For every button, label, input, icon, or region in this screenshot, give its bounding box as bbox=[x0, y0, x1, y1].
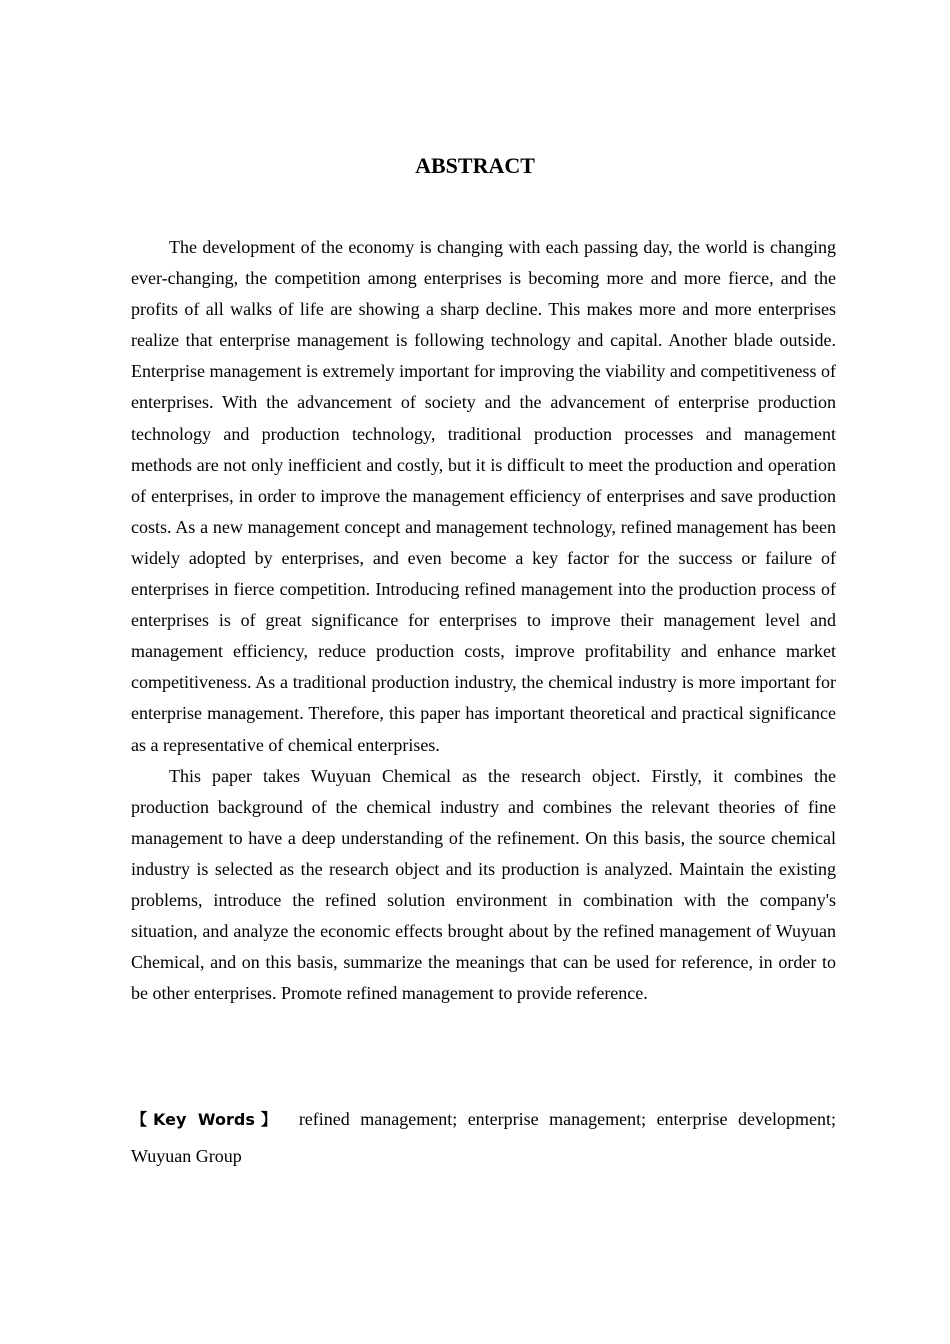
abstract-body bbox=[131, 232, 836, 1009]
abstract-paragraph-1: The development of the economy is changing with each passing day, the world is changing ever-changing, the competition among enterprises is becoming more and more fierce, and the profits of all walks of life are showing a sharp decline. This makes more and more enterprises realize that enterprise management is following technology and capital. Another blade outside. Enterprise management is extremely important for improving the viability and competitiveness of enterprises. With the advancement of society and the advancement of enterprise production technology and production technology, traditional production processes and management methods are not only inefficient and costly, but it is difficult to meet the production and operation of enterprises, in order to improve the management efficiency of enterprises and save production costs. As a new management concept and management technology, refined management has been widely adopted by enterprises, and even become a key factor for the success or failure of enterprises in fierce competition. Introducing refined management into the production process of enterprises is of great significance for enterprises to improve their management level and management efficiency, reduce production costs, improve profitability and enhance market competitiveness. As a traditional production industry, the chemical industry is more important for enterprise management. Therefore, this paper has important theoretical and practical significance as a representative of chemical enterprises. bbox=[131, 237, 836, 755]
abstract-title: ABSTRACT bbox=[415, 153, 535, 178]
keywords-line bbox=[131, 1101, 836, 1175]
keywords-label: 【Key Words】 bbox=[131, 1110, 283, 1129]
keywords-text: refined management; enterprise management; enterprise development; Wuyuan Group bbox=[131, 1109, 836, 1166]
abstract-paragraph-2: This paper takes Wuyuan Chemical as the research object. Firstly, it combines the production background of the chemical industry and combines the relevant theories of fine management to have a deep understanding of the refinement. On this basis, the source chemical industry is selected as the research object and its production is analyzed. Maintain the existing problems, introduce the refined solution environment in combination with the company's situation, and analyze the economic effects brought about by the refined management of Wuyuan Chemical, and on this basis, summarize the meanings that can be used for reference, in order to be other enterprises. Promote refined management to provide reference. bbox=[131, 765, 836, 1004]
